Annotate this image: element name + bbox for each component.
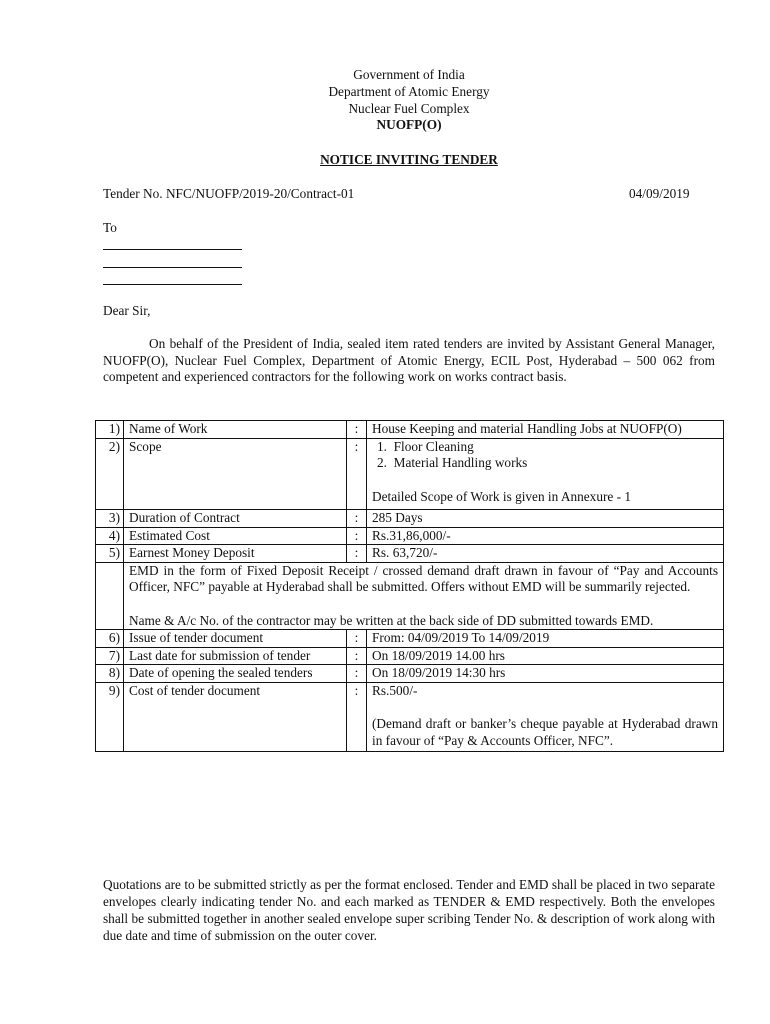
table-row: [96, 682, 724, 752]
row-label: Cost of tender document: [124, 682, 347, 752]
row-number: 3): [96, 510, 124, 528]
letterhead: [0, 67, 770, 134]
row-label: Scope: [124, 438, 347, 510]
table-row: [96, 630, 724, 648]
tender-number: Tender No. NFC/NUOFP/2019-20/Contract-01: [103, 186, 355, 201]
table-row: [96, 438, 724, 510]
row-colon: :: [347, 630, 367, 648]
cost-value: Rs.500/-: [372, 682, 418, 698]
row-value: 285 Days: [367, 510, 724, 528]
address-blank-line: [103, 249, 242, 250]
row-number: 4): [96, 527, 124, 545]
table-row: [96, 527, 724, 545]
cost-note: (Demand draft or banker’s cheque payable at Hyderabad drawn in favour of “Pay & Accounts Officer, NFC”.: [372, 716, 718, 748]
notice-date: 04/09/2019: [629, 186, 690, 201]
header-line-unit: NUOFP(O): [376, 117, 442, 133]
row-number: 1): [96, 421, 124, 439]
table-row: [96, 545, 724, 563]
row-label: Date of opening the sealed tenders: [124, 665, 347, 683]
row-label: Earnest Money Deposit: [124, 545, 347, 563]
row-value: From: 04/09/2019 To 14/09/2019: [367, 630, 724, 648]
row-colon: :: [347, 421, 367, 439]
scope-note: Detailed Scope of Work is given in Annexure - 1: [372, 488, 632, 504]
row-number: 9): [96, 682, 124, 752]
table-row-emd-note: [96, 562, 724, 630]
row-number: 2): [96, 438, 124, 510]
intro-paragraph: [103, 336, 715, 386]
notice-title: NOTICE INVITING TENDER: [320, 152, 498, 167]
row-number: 6): [96, 630, 124, 648]
intro-text: On behalf of the President of India, sealed item rated tenders are invited by Assistant General Manager, NUOFP(O), Nuclear Fuel Complex, Department of Atomic Energy, ECIL Post, Hyderabad – 500 062 from competent and experienced contractors for the following work on works contract basis.: [103, 336, 715, 384]
table-row: [96, 421, 724, 439]
row-value: Rs.31,86,000/-: [367, 527, 724, 545]
row-value: House Keeping and material Handling Jobs at NUOFP(O): [367, 421, 724, 439]
row-value: On 18/09/2019 14:30 hrs: [367, 665, 724, 683]
row-colon: :: [347, 665, 367, 683]
scope-item: [372, 439, 718, 456]
row-value: [367, 438, 724, 510]
table-row: [96, 510, 724, 528]
scope-item-number: 2.: [377, 455, 387, 470]
addressee-to: To: [103, 220, 117, 235]
row-colon: :: [347, 682, 367, 752]
row-value: On 18/09/2019 14.00 hrs: [367, 647, 724, 665]
header-line-department: Department of Atomic Energy: [328, 83, 490, 99]
header-line-government: Government of India: [353, 67, 465, 82]
row-number: 8): [96, 665, 124, 683]
scope-item-number: 1.: [377, 438, 387, 454]
row-colon: :: [347, 647, 367, 665]
emd-text: EMD in the form of Fixed Deposit Receipt / crossed demand draft drawn in favour of “Pay and Accounts Officer, NFC” payable at Hyderabad shall be submitted. Offers without EMD will be summarily rejected.: [129, 562, 718, 594]
row-colon: :: [347, 510, 367, 528]
address-blank-line: [103, 267, 242, 268]
row-value: [367, 682, 724, 752]
row-number: 7): [96, 647, 124, 665]
row-colon: :: [347, 438, 367, 510]
row-number: 5): [96, 545, 124, 563]
row-label: Last date for submission of tender: [124, 647, 347, 665]
scope-item: [372, 455, 718, 472]
row-colon: :: [347, 545, 367, 563]
address-blank-line: [103, 284, 242, 285]
row-label: Estimated Cost: [124, 527, 347, 545]
scope-item-text: Material Handling works: [393, 455, 528, 470]
row-label: Duration of Contract: [124, 510, 347, 528]
tender-details-table: [95, 420, 724, 752]
row-colon: :: [347, 527, 367, 545]
row-label: Issue of tender document: [124, 630, 347, 648]
row-value: Rs. 63,720/-: [367, 545, 724, 563]
closing-paragraph: Quotations are to be submitted strictly as per the format enclosed. Tender and EMD shall be placed in two separate envelopes clearly indicating tender No. and each marked as TENDER & EMD respectively. Both the envelopes shall be submitted together in another sealed envelope super scribing Tender No. & description of work along with due date and time of submission on the outer cover.: [103, 877, 715, 943]
emd-text-2: Name & A/c No. of the contractor may be written at the back side of DD submitted towards EMD.: [129, 612, 654, 628]
table-row: [96, 647, 724, 665]
header-line-complex: Nuclear Fuel Complex: [348, 100, 470, 116]
row-label: Name of Work: [124, 421, 347, 439]
emd-note: [124, 562, 724, 630]
table-row: [96, 665, 724, 683]
salutation: Dear Sir,: [103, 303, 151, 318]
scope-item-text: Floor Cleaning: [393, 438, 474, 454]
